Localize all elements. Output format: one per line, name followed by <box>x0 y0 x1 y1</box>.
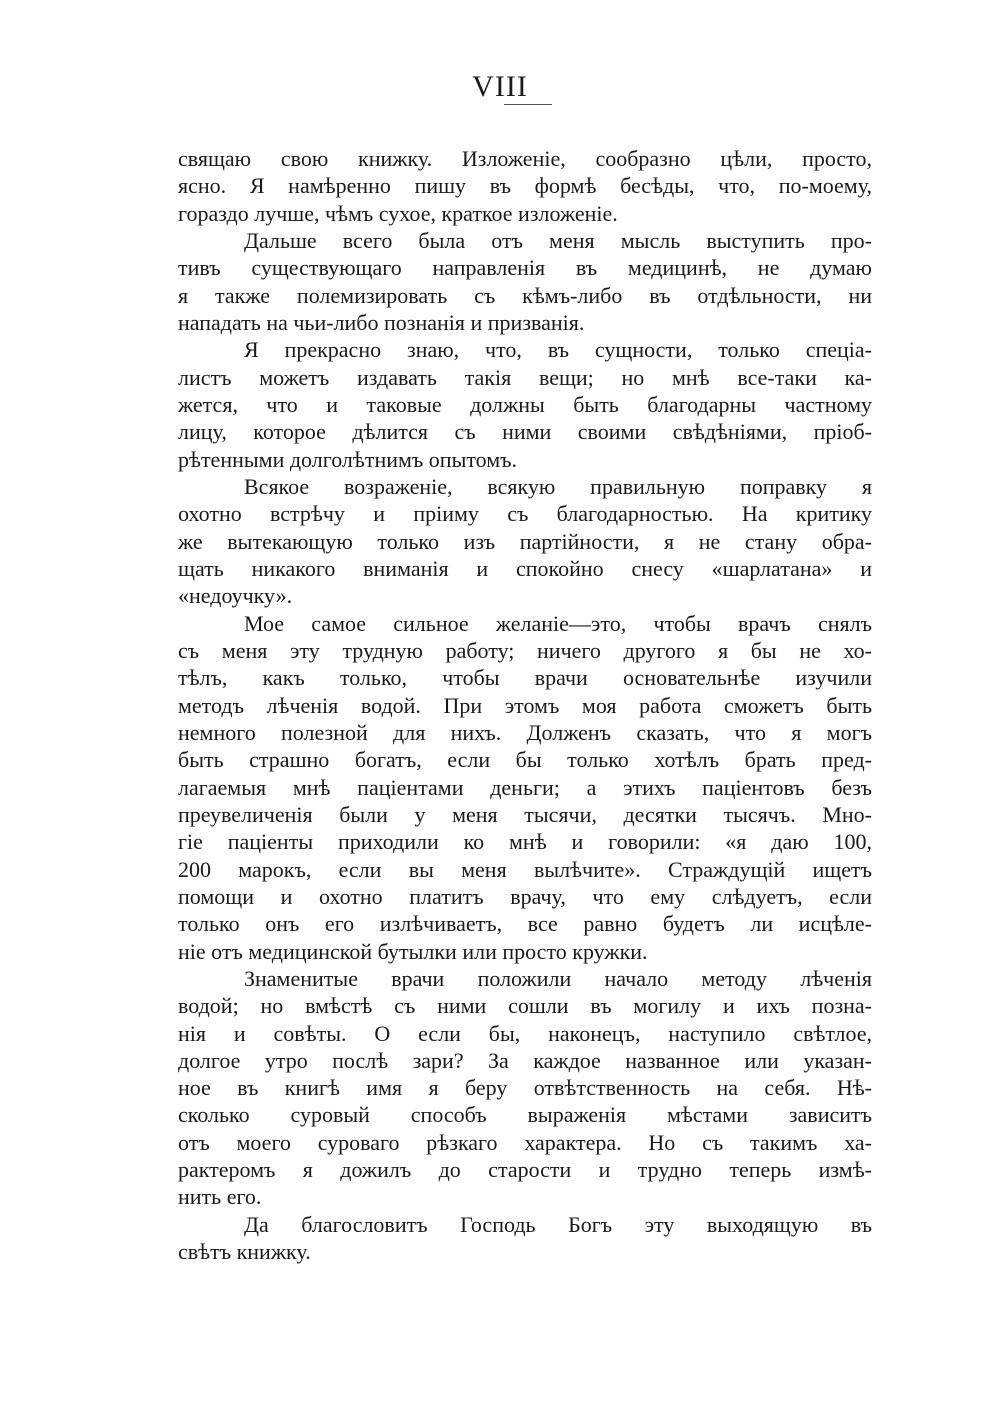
text-line: только онъ его излѣчиваетъ, все равно будетъ ли исцѣле- <box>178 911 872 937</box>
body-text <box>178 145 872 1265</box>
paragraph <box>178 227 872 336</box>
text-line: отъ моего суроваго рѣзкаго характера. Но съ такимъ ха- <box>178 1129 872 1155</box>
text-line: немного полезной для нихъ. Долженъ сказать, что я могъ <box>178 719 872 745</box>
text-line: Я прекрасно знаю, что, въ сущности, только спеціа- <box>244 337 872 363</box>
text-line: Да благословитъ Господь Богъ эту выходящую въ <box>244 1211 872 1237</box>
text-line: листъ можетъ издавать такія вещи; но мнѣ все-таки ка- <box>178 364 872 390</box>
text-line: Всякое возраженіе, всякую правильную поправку я <box>244 473 872 499</box>
text-line: гораздо лучше, чѣмъ сухое, краткое изложеніе. <box>178 200 618 226</box>
paragraph <box>178 1211 872 1266</box>
paragraph <box>178 610 872 965</box>
text-line: я также полемизировать съ кѣмъ-либо въ отдѣльности, ни <box>178 282 872 308</box>
text-line: Дальше всего была отъ меня мысль выступить про- <box>244 227 872 253</box>
text-line: свящаю свою книжку. Изложеніе, сообразно цѣли, просто, <box>178 146 872 171</box>
text-line: быть страшно богатъ, если бы только хотѣлъ брать пред- <box>178 747 872 773</box>
text-line: рѣтенными долголѣтнимъ опытомъ. <box>178 446 518 472</box>
page-number: VIII <box>472 70 528 103</box>
paragraph <box>178 145 872 227</box>
text-line: рактеромъ я дожилъ до старости и трудно теперь измѣ- <box>178 1157 872 1183</box>
text-line: ное въ книгѣ имя я беру отвѣтственность на себя. Нѣ- <box>178 1075 872 1101</box>
text-line: нить его. <box>178 1184 262 1210</box>
text-line: щать никакого вниманія и спокойно снесу «шарлатана» и <box>178 555 872 581</box>
text-line: жется, что и таковые должны быть благодарны частному <box>178 391 872 417</box>
text-line: съ меня эту трудную работу; ничего другого я бы не хо- <box>178 637 872 663</box>
paragraph <box>178 473 872 610</box>
text-line: же вытекающую только изъ партійности, я не стану обра- <box>178 528 872 554</box>
text-line: охотно встрѣчу и пріиму съ благодарностью. На критику <box>178 501 872 527</box>
text-line: лагаемыя мнѣ паціентами деньги; а этихъ паціентовъ безъ <box>178 774 872 800</box>
text-line: ніе отъ медицинской бутылки или просто кружки. <box>178 938 648 964</box>
text-line: Мое самое сильное желаніе—это, чтобы врачъ снялъ <box>244 610 872 636</box>
text-line: преувеличенія были у меня тысячи, десятки тысячъ. Мно- <box>178 801 872 827</box>
text-line: сколько суровый способъ выраженія мѣстами зависитъ <box>178 1102 872 1128</box>
paragraph <box>178 965 872 1211</box>
text-line: тѣлъ, какъ только, чтобы врачи основательнѣе изучили <box>178 665 872 691</box>
text-line: долгое утро послѣ зари? За каждое названное или указан- <box>178 1047 872 1073</box>
paragraph <box>178 336 872 473</box>
text-line: водой; но вмѣстѣ съ ними сошли въ могилу и ихъ позна- <box>178 993 872 1019</box>
text-line: 200 марокъ, если вы меня вылѣчите». Страждущій ищетъ <box>178 856 872 882</box>
text-line: помощи и охотно платитъ врачу, что ему слѣдуетъ, если <box>178 883 872 909</box>
text-line: гіе паціенты приходили ко мнѣ и говорили: «я даю 100, <box>178 829 872 855</box>
text-line: ясно. Я намѣренно пишу въ формѣ бесѣды, что, по-моему, <box>178 173 872 199</box>
text-line: методъ лѣченія водой. При этомъ моя работа сможетъ быть <box>178 692 872 718</box>
text-line: Знаменитые врачи положили начало методу лѣченія <box>244 965 872 991</box>
text-line: свѣтъ книжку. <box>178 1239 311 1265</box>
header-rule <box>504 104 552 105</box>
text-line: тивъ существующаго направленія въ медицинѣ, не думаю <box>178 255 872 281</box>
text-line: лицу, которое дѣлится съ ними своими свѣдѣніями, пріоб- <box>178 419 872 445</box>
text-line: нія и совѣты. О если бы, наконецъ, наступило свѣтлое, <box>178 1020 872 1046</box>
text-line: «недоучку». <box>178 583 293 609</box>
text-line: нападать на чьи-либо познанія и призванія. <box>178 309 585 335</box>
